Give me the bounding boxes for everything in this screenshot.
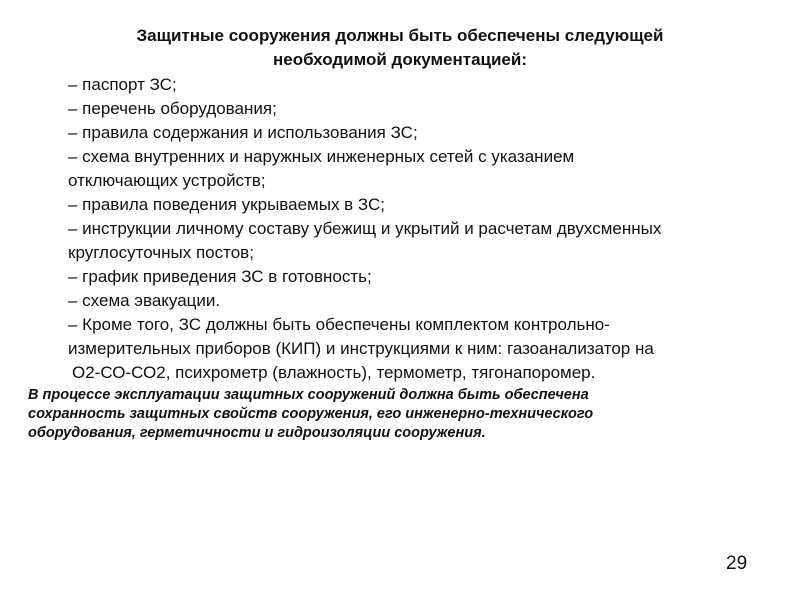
list-item-text: круглосуточных постов; [68,243,254,262]
list-item [68,265,780,289]
list-item [68,145,780,193]
list-item-text: – правила поведения укрываемых в ЗС; [68,195,386,214]
list-item-text: измерительных приборов (КИП) и инструкциями к ним: газоанализатор на [68,339,654,358]
list-item [68,313,780,385]
list-item-text: – правила содержания и использования ЗС; [68,123,418,142]
list-item [68,217,780,265]
list-item-text: О2-СО-СО2, психрометр (влажность), термометр, тягонапоромер. [72,363,596,382]
list-item-text: – схема внутренних и наружных инженерных сетей с указанием [68,147,575,166]
list-item-text: – Кроме того, ЗС должны быть обеспечены комплектом контрольно- [68,315,610,334]
slide-title [40,24,760,72]
list-item-text: – паспорт ЗС; [68,75,177,94]
slide-title-line: необходимой документацией: [273,50,527,69]
slide-title-line: Защитные сооружения должны быть обеспечены следующей [136,26,664,45]
list-item [68,193,780,217]
list-item-text: отключающих устройств; [68,171,266,190]
note-line: В процессе эксплуатации защитных сооружений должна быть обеспечена [28,387,589,403]
list-item [68,97,780,121]
list-item [68,289,780,313]
list-item-text: – график приведения ЗС в готовность; [68,267,372,286]
documentation-list [68,73,780,385]
note-line: оборудования, герметичности и гидроизоляции сооружения. [28,425,486,441]
operation-note [28,386,708,443]
note-line: сохранность защитных свойств сооружения, его инженерно-технического [28,406,594,422]
list-item [68,121,780,145]
list-item-text: – перечень оборудования; [68,99,277,118]
list-item [68,73,780,97]
page-number: 29 [726,553,748,574]
list-item-text: – схема эвакуации. [68,291,221,310]
list-item-text: – инструкции личному составу убежищ и укрытий и расчетам двухсменных [68,219,662,238]
